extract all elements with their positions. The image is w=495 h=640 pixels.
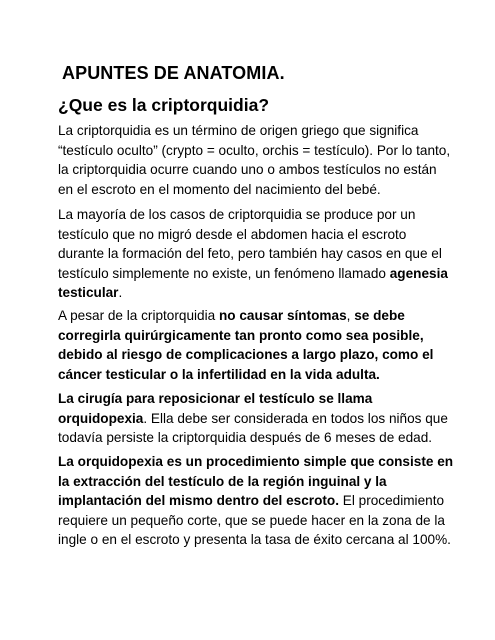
text-run: El procedimiento: [339, 493, 445, 508]
bold-text: se debe: [354, 308, 405, 323]
text-line: todavía persiste la criptorquidia después de 6 meses de edad.: [58, 430, 433, 445]
section-heading: ¿Que es la criptorquidia?: [58, 95, 270, 115]
text-run: . Ella debe ser considerada en todos los niños que: [143, 410, 448, 426]
text-line: ingle o en el escroto y presenta la tasa de éxito cercana al 100%.: [58, 532, 451, 547]
text-line: testículo que no migró desde el abdomen hacia el escroto: [58, 226, 407, 242]
text-run: A pesar de la criptorquidia: [58, 308, 219, 323]
text-line: [58, 264, 458, 284]
text-line: [58, 491, 458, 511]
text-line: la criptorquidia ocurre cuando uno o ambos testículos no están: [58, 162, 437, 177]
bold-text: la extracción del testículo de la región inguinal y la: [58, 473, 387, 489]
text-line: [58, 345, 458, 365]
bold-term-agenesia: agenesia: [389, 265, 448, 281]
paragraph-causes: [58, 205, 458, 303]
text-line: [58, 409, 458, 429]
bold-text: implantación del mismo dentro del escroto.: [58, 493, 339, 508]
text-line: “testículo oculto” (crypto = oculto, orchis = testículo). Por lo tanto,: [58, 142, 451, 158]
text-line: La mayoría de los casos de criptorquidia se produce por un: [58, 207, 416, 222]
text-line: [58, 452, 458, 472]
text-run: testículo simplemente no existe, un fenómeno llamado: [58, 265, 390, 281]
text-line: [58, 389, 458, 409]
paragraph-definition: [58, 121, 458, 199]
paragraph-procedure: [58, 452, 458, 550]
bold-text: La cirugía para reposicionar el testículo se llama: [58, 391, 373, 406]
bold-text: La orquidopexia es un procedimiento simple que consiste en: [58, 454, 454, 469]
paragraph-treatment: [58, 306, 458, 384]
document-title: APUNTES DE ANATOMIA.: [62, 63, 285, 83]
paragraph-surgery: [58, 389, 458, 448]
bold-term-orquidopexia: orquidopexia: [58, 410, 144, 426]
bold-text: cáncer testicular o la infertilidad en la vida adulta.: [58, 366, 380, 382]
text-line: [58, 283, 458, 303]
bold-text: corregirla quirúrgicamente tan pronto como sea posible,: [58, 327, 424, 343]
text-line: durante la formación del feto, pero también hay casos en que el: [58, 246, 442, 261]
bold-text: debido al riesgo de complicaciones a largo plazo, como el: [58, 347, 434, 362]
text-run: .: [118, 285, 123, 300]
text-line: requiere un pequeño corte, que se puede hacer en la zona de la: [58, 512, 445, 528]
text-line: [58, 326, 458, 346]
text-line: La criptorquidia es un término de origen griego que significa: [58, 123, 419, 138]
text-line: [58, 472, 458, 492]
text-line: [58, 365, 458, 385]
text-line: en el escroto en el momento del nacimiento del bebé.: [58, 181, 381, 197]
bold-term-testicular: testicular: [58, 285, 119, 300]
bold-text: no causar síntomas: [218, 308, 347, 323]
text-run: ,: [346, 308, 355, 323]
text-line: [58, 306, 458, 326]
